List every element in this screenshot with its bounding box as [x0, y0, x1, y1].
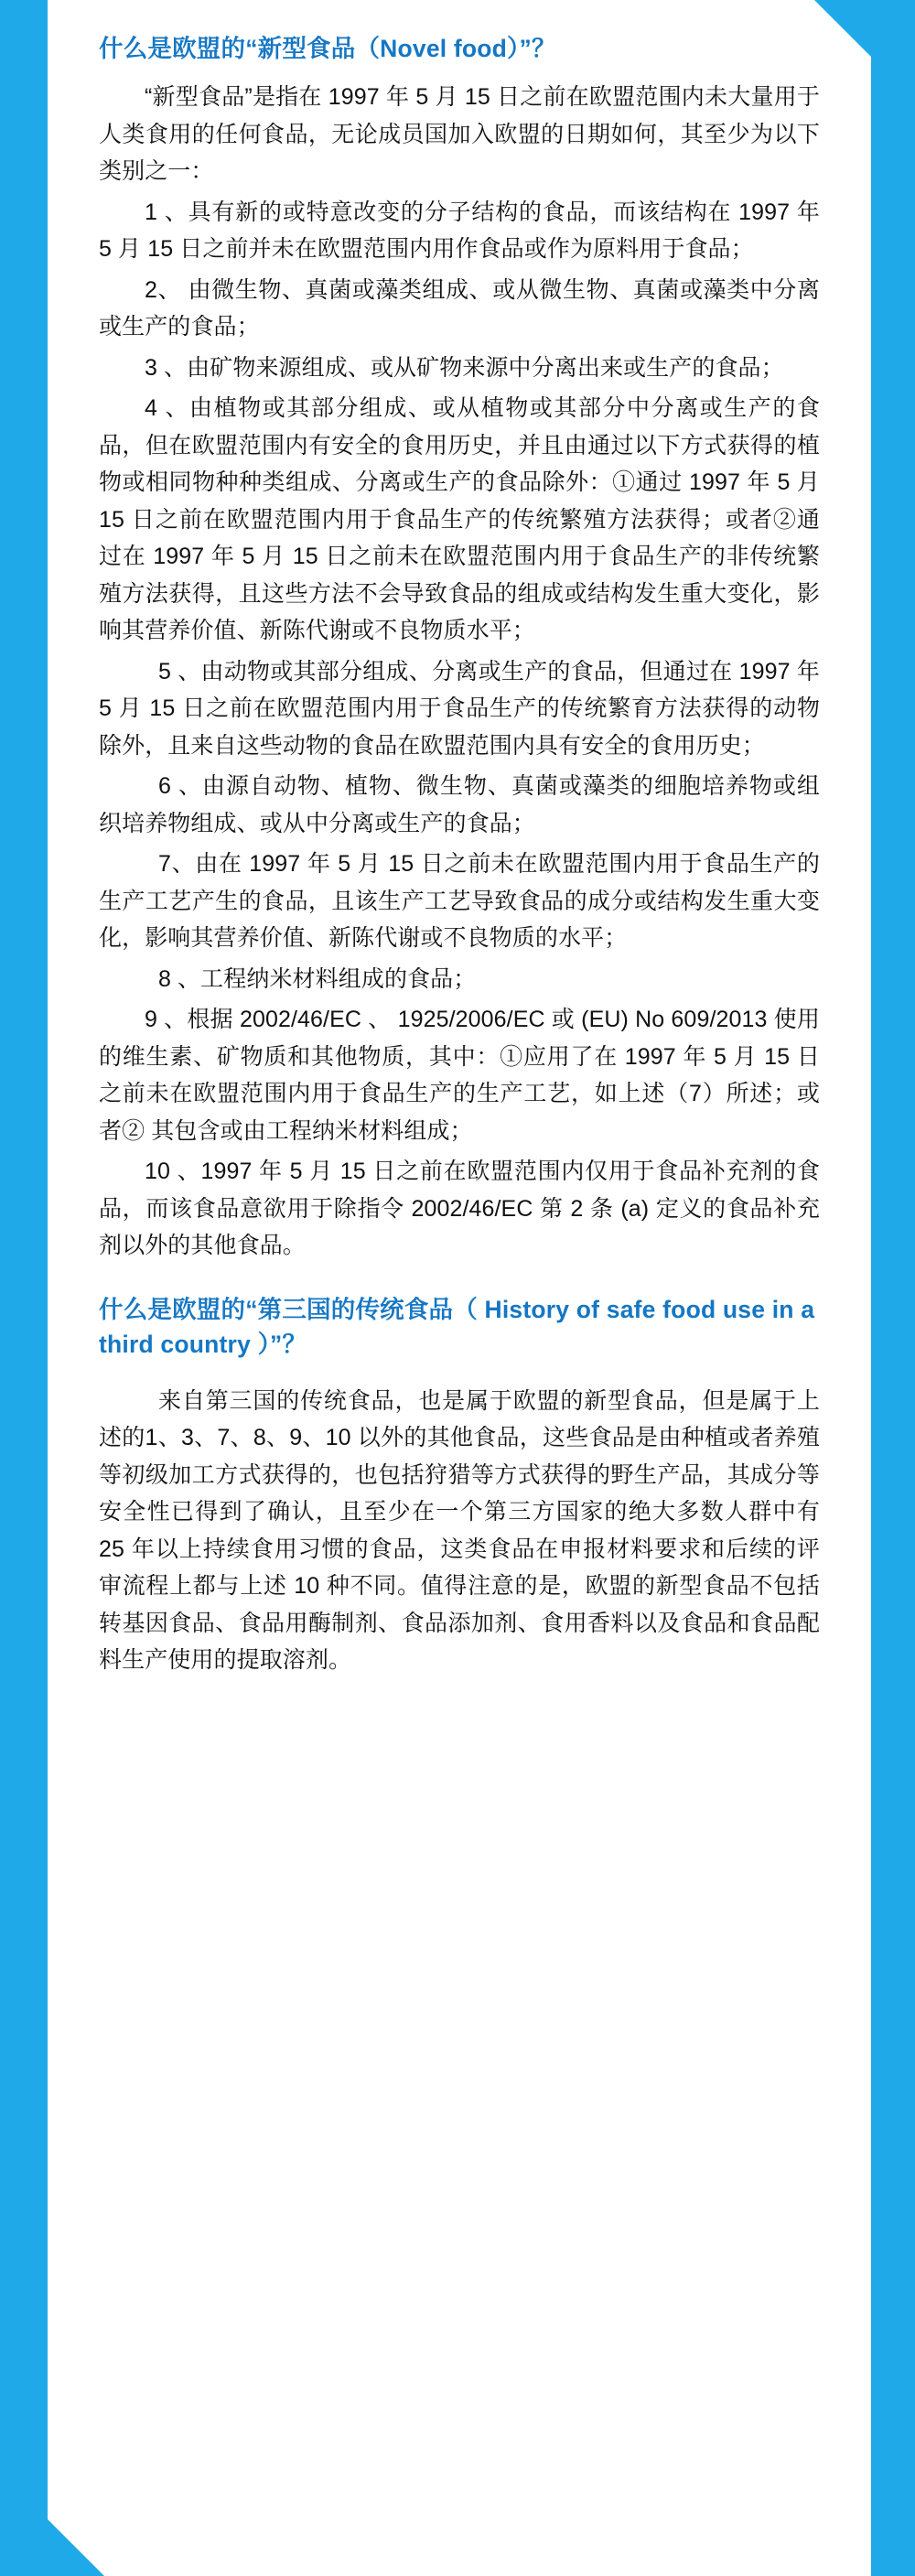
paragraph-traditional-food: 来自第三国的传统食品，也是属于欧盟的新型食品，但是属于上述的1、3、7、8、9、10 以外的其他食品，这些食品是由种植或者养殖等初级加工方式获得的，也包括狩猎等方式获得的野生产品，其成分等安全性已得到了确认，且至少在一个第三方国家的绝大多数人群中有 25 年以上持续食用习惯的食品，这类食品在申报材料要求和后续的评审流程上都与上述 10 种不同。值得注意的是，欧盟的新型食品不包括转基因食品、食品用酶制剂、食品添加剂、食用香料以及食品和食品配料生产使用的提取溶剂。	[99, 1387, 820, 1674]
paragraph-intro: “新型食品”是指在 1997 年 5 月 15 日之前在欧盟范围内未大量用于人类食用的任何食品，无论成员国加入欧盟的日期如何，其至少为以下类别之一：	[99, 84, 820, 185]
paragraph-item-2: 2、 由微生物、真菌或藻类组成、或从微生物、真菌或藻类中分离或生产的食品；	[99, 276, 820, 340]
article-card	[48, 0, 871, 2576]
paragraph-item-6: 6 、由源自动物、植物、微生物、真菌或藻类的细胞培养物或组织培养物组成、或从中分离或生产的食品；	[99, 773, 820, 836]
paragraph-item-1: 1 、具有新的或特意改变的分子结构的食品，而该结构在 1997 年 5 月 15 日之前并未在欧盟范围内用作食品或作为原料用于食品；	[99, 199, 820, 263]
paragraph-item-9: 9 、根据 2002/46/EC 、 1925/2006/EC 或 (EU) No 609/2013 使用的维生素、矿物质和其他物质，其中：①应用了在 1997 年 5 月 15 日之前未在欧盟范围内用于食品生产的生产工艺，如上述（7）所述；或者② 其包含或由工程纳米材料组成；	[99, 1007, 820, 1144]
paragraph-item-4: 4 、由植物或其部分组成、或从植物或其部分中分离或生产的食品，但在欧盟范围内有安全的食用历史，并且由通过以下方式获得的植物或相同物种种类组成、分离或生产的食品除外：①通过 1997 年 5 月 15 日之前在欧盟范围内用于食品生产的传统繁殖方法获得；或者②通过在 1997 年 5 月 15 日之前未在欧盟范围内用于食品生产的非传统繁殖方法获得，且这些方法不会导致食品的组成或结构发生重大变化，影响其营养价值、新陈代谢或不良物质水平；	[99, 395, 820, 644]
section-title-novel-food: 什么是欧盟的“新型食品（Novel food）”？	[99, 35, 556, 62]
paragraph-item-3: 3 、由矿物来源组成、或从矿物来源中分离出来或生产的食品；	[145, 354, 784, 381]
paragraph-item-10: 10 、1997 年 5 月 15 日之前在欧盟范围内仅用于食品补充剂的食品，而该食品意欲用于除指令 2002/46/EC 第 2 条 (a) 定义的食品补充剂以外的其他食品。	[99, 1159, 820, 1259]
paragraph-item-8: 8 、工程纳米材料组成的食品；	[158, 965, 477, 992]
paragraph-item-7: 7、由在 1997 年 5 月 15 日之前未在欧盟范围内用于食品生产的生产工艺产生的食品，且该生产工艺导致食品的成分或结构发生重大变化，影响其营养价值、新陈代谢或不良物质的水平；	[99, 851, 820, 952]
paragraph-item-5: 5 、由动物或其部分组成、分离或生产的食品，但通过在 1997 年 5 月 15 日之前在欧盟范围内用于食品生产的传统繁育方法获得的动物除外，且来自这些动物的食品在欧盟范围内具有安全的食用历史；	[99, 658, 820, 759]
section-title-traditional-food: 什么是欧盟的“第三国的传统食品（ History of safe food use in a third country ）”？	[99, 1295, 815, 1359]
